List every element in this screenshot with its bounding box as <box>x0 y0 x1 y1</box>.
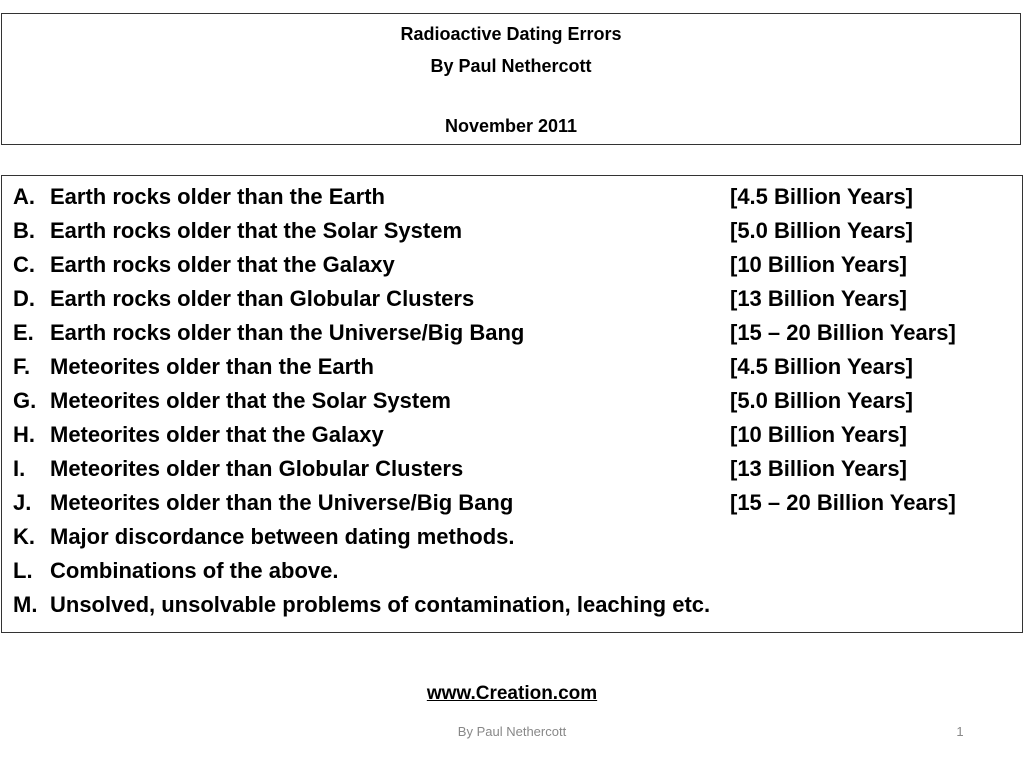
list-item-letter: C. <box>13 252 35 277</box>
list-item-letter: F. <box>13 354 31 379</box>
list-item-letter: E. <box>13 320 34 345</box>
list-item-age: [5.0 Billion Years] <box>730 218 914 243</box>
slide-author: By Paul Nethercott <box>430 56 592 76</box>
list-item-text: Meteorites older that the Solar System <box>50 388 451 413</box>
list-item-age: [5.0 Billion Years] <box>730 388 914 413</box>
list-item-age: [13 Billion Years] <box>730 456 907 481</box>
list-item <box>2 520 1022 554</box>
list-item-age: [13 Billion Years] <box>730 286 907 311</box>
slide-title: Radioactive Dating Errors <box>400 24 622 44</box>
list-item-letter: J. <box>13 490 32 515</box>
list-item-age: [10 Billion Years] <box>730 422 907 447</box>
list-item-letter: L. <box>13 558 33 583</box>
list-item <box>2 486 1022 520</box>
list-item-text: Earth rocks older than the Universe/Big Bang <box>50 320 525 345</box>
list-item-text: Meteorites older than the Earth <box>50 354 374 379</box>
list-item <box>2 180 1022 214</box>
slide-date: November 2011 <box>444 116 578 136</box>
list-item-text: Meteorites older than the Universe/Big Bang <box>50 490 514 515</box>
list-item <box>2 316 1022 350</box>
list-item-letter: B. <box>13 218 35 243</box>
list-item-letter: K. <box>13 524 35 549</box>
list-item <box>2 248 1022 282</box>
page-number: 1 <box>956 724 964 739</box>
list-item-age: [15 – 20 Billion Years] <box>730 490 956 515</box>
website-link[interactable]: www.Creation.com <box>426 683 598 704</box>
list-item-letter: D. <box>13 286 35 311</box>
list-item <box>2 554 1022 588</box>
list-item <box>2 214 1022 248</box>
list-item-age: [4.5 Billion Years] <box>730 184 914 209</box>
list-item-letter: I. <box>13 456 26 481</box>
list-item-letter: M. <box>13 592 38 617</box>
list-item-age: [4.5 Billion Years] <box>730 354 914 379</box>
list-item <box>2 384 1022 418</box>
list-item <box>2 588 1022 622</box>
title-box <box>1 13 1021 145</box>
list-item-letter: A. <box>13 184 35 209</box>
list-item <box>2 452 1022 486</box>
list-item <box>2 418 1022 452</box>
list-item-text: Unsolved, unsolvable problems of contamination, leaching etc. <box>50 592 711 617</box>
list-item-text: Earth rocks older that the Solar System <box>50 218 463 243</box>
list-item-text: Earth rocks older than the Earth <box>50 184 385 209</box>
list-item-age: [15 – 20 Billion Years] <box>730 320 956 345</box>
list-item-text: Combinations of the above. <box>50 558 339 583</box>
footer-author: By Paul Nethercott <box>457 724 567 739</box>
list-item-text: Meteorites older that the Galaxy <box>50 422 384 447</box>
list-item-text: Earth rocks older than Globular Clusters <box>50 286 475 311</box>
list-item <box>2 350 1022 384</box>
list-item-text: Major discordance between dating methods. <box>50 524 515 549</box>
list-item-age: [10 Billion Years] <box>730 252 907 277</box>
list-item-text: Meteorites older than Globular Clusters <box>50 456 464 481</box>
error-list <box>1 175 1023 633</box>
list-item-letter: H. <box>13 422 35 447</box>
list-item-text: Earth rocks older that the Galaxy <box>50 252 395 277</box>
list-item <box>2 282 1022 316</box>
list-item-letter: G. <box>13 388 37 413</box>
